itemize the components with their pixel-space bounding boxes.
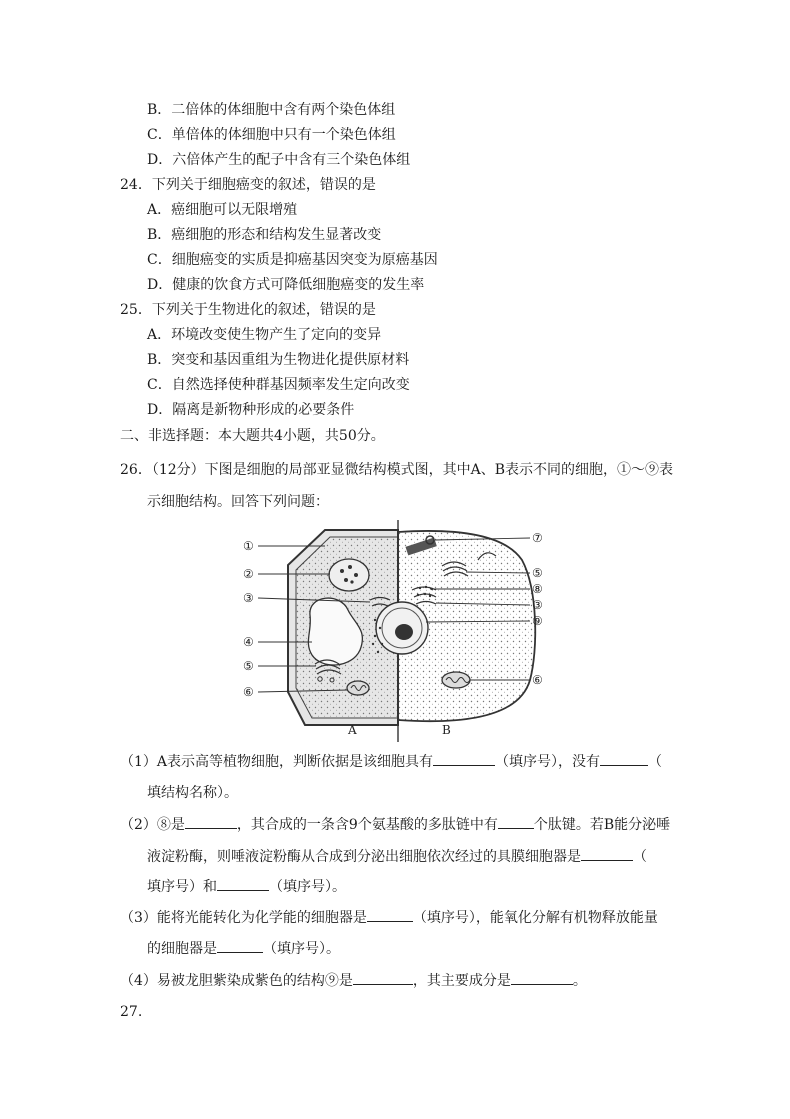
- q26-p2-text-f: 填序号）和: [147, 879, 217, 895]
- q25-stem: 25．下列关于生物进化的叙述，错误的是: [120, 302, 376, 318]
- answer-blank-3[interactable]: [185, 814, 237, 829]
- q26-part1-line1: [120, 751, 662, 772]
- q27-number: 27.: [120, 1004, 143, 1020]
- q23-option-c: C．单倍体的体细胞中只有一个染色体组: [147, 127, 396, 143]
- q26-part2-line3: [147, 876, 346, 897]
- q24-option-b: B．癌细胞的形态和结构发生显著改变: [147, 227, 382, 243]
- section-heading: 二、非选择题：本大题共4小题，共50分。: [120, 428, 385, 444]
- answer-blank-10[interactable]: [511, 970, 573, 985]
- q26-p4-text-a: （4）易被龙胆紫染成紫色的结构⑨是: [120, 973, 353, 989]
- q26-p2-text-c: 个肽键。若B能分泌唾: [533, 817, 671, 833]
- q26-p2-text-d: 液淀粉酶，则唾液淀粉酶从合成到分泌出细胞依次经过的具膜细胞器是: [147, 849, 581, 865]
- label-left-6: ⑥: [243, 685, 254, 699]
- label-right-9: ⑨: [532, 614, 543, 628]
- q26-p4-text-b: ，其主要成分是: [412, 973, 511, 989]
- q24-option-a: A．癌细胞可以无限增殖: [147, 202, 298, 218]
- answer-blank-7[interactable]: [367, 907, 413, 922]
- cell-structure-diagram: [230, 520, 560, 742]
- q26-p3-text-d: （填序号）。: [263, 941, 340, 957]
- cell-b-label: B: [442, 723, 451, 737]
- q26-p1-text-b: （填序号），没有: [495, 754, 601, 770]
- q26-part2-line1: [120, 814, 670, 835]
- q26-p1-text-c: （: [648, 754, 663, 770]
- label-left-4: ④: [243, 635, 254, 649]
- q26-part3-line1: [120, 907, 658, 928]
- nucleolus-shape: [395, 624, 413, 640]
- label-right-7: ⑦: [532, 531, 543, 545]
- label-right-6: ⑥: [532, 673, 543, 687]
- answer-blank-5[interactable]: [581, 846, 633, 861]
- q26-stem-line2: 示细胞结构。回答下列问题：: [147, 494, 329, 510]
- label-right-3: ③: [532, 598, 543, 612]
- q26-p3-text-c: 的细胞器是: [147, 941, 217, 957]
- label-left-1: ①: [243, 539, 254, 553]
- answer-blank-9[interactable]: [353, 970, 413, 985]
- q26-part4-line1: [120, 970, 587, 991]
- answer-blank-8[interactable]: [217, 938, 263, 953]
- q23-option-d: D．六倍体产生的配子中含有三个染色体组: [147, 152, 411, 168]
- q26-p4-text-c: 。: [572, 973, 587, 989]
- q26-p2-text-g: （填序号）。: [269, 879, 346, 895]
- label-left-2: ②: [243, 567, 254, 581]
- q26-stem-line1: 26．（12分）下图是细胞的局部亚显微结构模式图，其中A、B表示不同的细胞，①～⑨表: [120, 462, 674, 478]
- answer-blank-4[interactable]: [498, 814, 534, 829]
- q25-option-c: C．自然选择使种群基因频率发生定向改变: [147, 377, 410, 393]
- label-right-5: ⑤: [532, 566, 543, 580]
- q26-p3-text-b: （填序号），能氧化分解有机物释放能量: [412, 910, 658, 926]
- label-left-5: ⑤: [243, 659, 254, 673]
- answer-blank-2[interactable]: [600, 751, 648, 766]
- q26-p2-text-e: （: [633, 849, 647, 865]
- cell-a-label: A: [348, 723, 357, 737]
- q25-option-a: A．环境改变使生物产生了定向的变异: [147, 327, 382, 343]
- chloroplast-shape: [329, 559, 369, 591]
- q26-p2-text-b: ，其合成的一条含9个氨基酸的多肽链中有: [236, 817, 498, 833]
- q24-option-c: C．细胞癌变的实质是抑癌基因突变为原癌基因: [147, 252, 438, 268]
- answer-blank-1[interactable]: [433, 751, 495, 766]
- q24-stem: 24．下列关于细胞癌变的叙述，错误的是: [120, 177, 376, 193]
- q25-option-b: B．突变和基因重组为生物进化提供原材料: [147, 352, 410, 368]
- q26-p1-text-a: （1）A表示高等植物细胞，判断依据是该细胞具有: [120, 754, 434, 770]
- q26-p2-text-a: （2）⑧是: [120, 817, 185, 833]
- q23-option-b: B．二倍体的体细胞中含有两个染色体组: [147, 102, 396, 118]
- q26-part1-line2: 填结构名称）。: [147, 785, 238, 801]
- q26-part2-line2: [147, 846, 647, 867]
- label-right-8: ⑧: [532, 582, 543, 596]
- q25-option-d: D．隔离是新物种形成的必要条件: [147, 402, 355, 418]
- answer-blank-6[interactable]: [217, 876, 269, 891]
- q26-part3-line2: [147, 938, 340, 959]
- q26-p3-text-a: （3）能将光能转化为化学能的细胞器是: [120, 910, 367, 926]
- label-left-3: ③: [243, 591, 254, 605]
- q24-option-d: D．健康的饮食方式可降低细胞癌变的发生率: [147, 277, 425, 293]
